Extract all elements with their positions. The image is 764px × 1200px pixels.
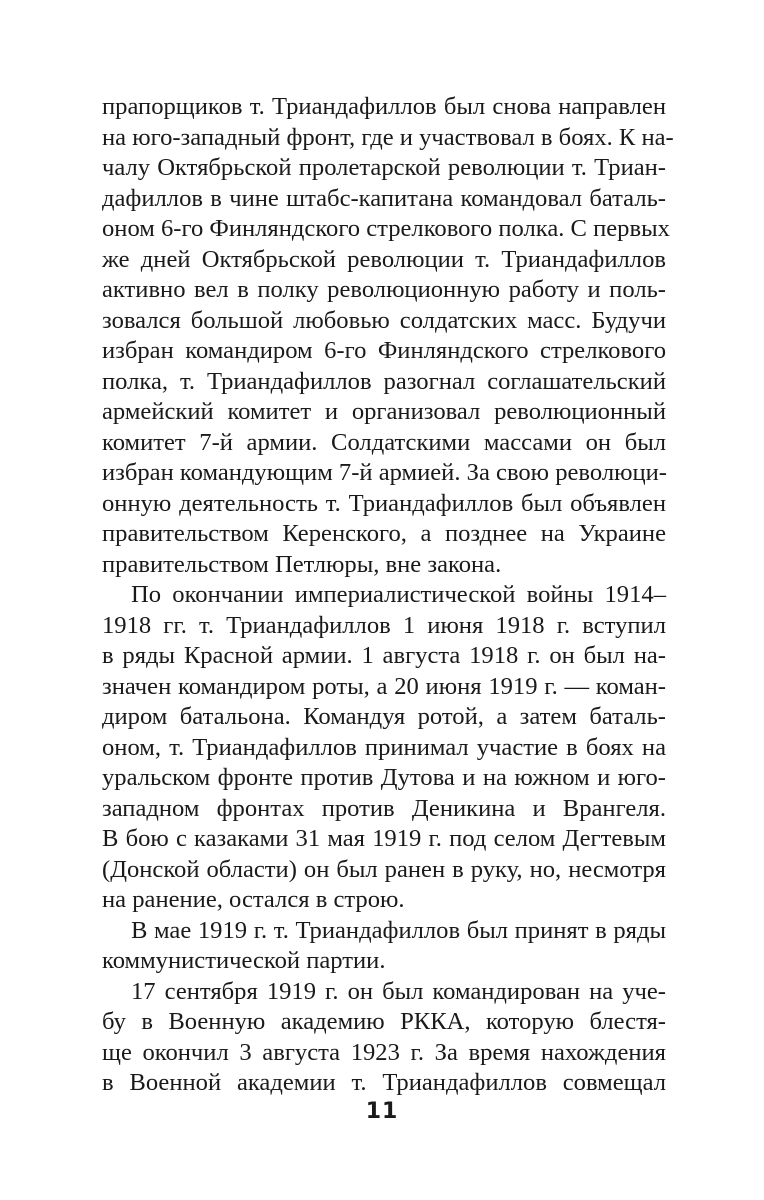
text-line: бу в Военную академию РККА, которую блестя- xyxy=(102,1008,666,1035)
text-line: значен командиром роты, а 20 июня 1919 г. — коман- xyxy=(102,672,666,700)
text-line: на юго-западный фронт, где и участвовал в боях. К на- xyxy=(102,123,674,151)
text-line: правительством Керенского, а позднее на Украине xyxy=(102,520,666,547)
text-line: полка, т. Триандафиллов разогнал соглашательский xyxy=(102,367,666,395)
paragraph-3 xyxy=(102,916,666,977)
text-line: коммунистической партии. xyxy=(102,947,386,974)
text-line: же дней Октябрьской революции т. Триандафиллов xyxy=(102,245,666,273)
text-line: на ранение, остался в строю. xyxy=(102,886,405,913)
paragraph-2 xyxy=(102,580,666,916)
text-line: комитет 7-й армии. Солдатскими массами он был xyxy=(102,428,666,456)
text-line: В бою с казаками 31 мая 1919 г. под селом Дегтевым xyxy=(102,825,666,852)
text-line: (Донской области) он был ранен в руку, но, несмотря xyxy=(102,855,666,883)
text-line: 1918 гг. т. Триандафиллов 1 июня 1918 г. вступил xyxy=(102,611,666,639)
text-line: в Военной академии т. Триандафиллов совмещал xyxy=(102,1069,666,1096)
text-line: армейский комитет и организовал революционный xyxy=(102,398,666,425)
text-line: оном 6-го Финляндского стрелкового полка. С первых xyxy=(102,215,670,242)
text-line: избран командующим 7-й армией. За свою революци- xyxy=(102,459,667,486)
text-line: В мае 1919 г. т. Триандафиллов был принят в ряды xyxy=(131,916,666,944)
text-line: оном, т. Триандафиллов принимал участие в боях на xyxy=(102,733,666,761)
text-line: чалу Октябрьской пролетарской революции т. Триан- xyxy=(102,154,666,181)
paragraph-1 xyxy=(102,92,674,580)
text-line: 17 сентября 1919 г. он был командирован на уче- xyxy=(131,977,666,1005)
text-line: правительством Петлюры, вне закона. xyxy=(102,550,502,578)
text-line: уральском фронте против Дутова и на южном и юго- xyxy=(102,764,666,791)
page-number: 11 xyxy=(365,1099,399,1124)
text-line: ще окончил 3 августа 1923 г. За время нахождения xyxy=(102,1038,666,1066)
body-text xyxy=(102,92,674,1099)
text-line: зовался большой любовью солдатских масс. Будучи xyxy=(102,306,666,334)
text-line: прапорщиков т. Триандафиллов был снова направлен xyxy=(102,93,666,120)
text-line: онную деятельность т. Триандафиллов был объявлен xyxy=(102,489,666,517)
text-line: в ряды Красной армии. 1 августа 1918 г. он был на- xyxy=(102,642,666,669)
text-line: По окончании империалистической войны 1914– xyxy=(131,581,666,608)
text-line: западном фронтах против Деникина и Врангеля. xyxy=(102,794,666,822)
paragraph-4 xyxy=(102,977,666,1099)
text-line: активно вел в полку революционную работу и поль- xyxy=(102,276,666,303)
text-line: дафиллов в чине штабс-капитана командовал баталь- xyxy=(102,184,666,212)
text-line: диром батальона. Командуя ротой, а затем баталь- xyxy=(102,703,666,730)
text-line: избран командиром 6-го Финляндского стрелкового xyxy=(102,337,666,364)
